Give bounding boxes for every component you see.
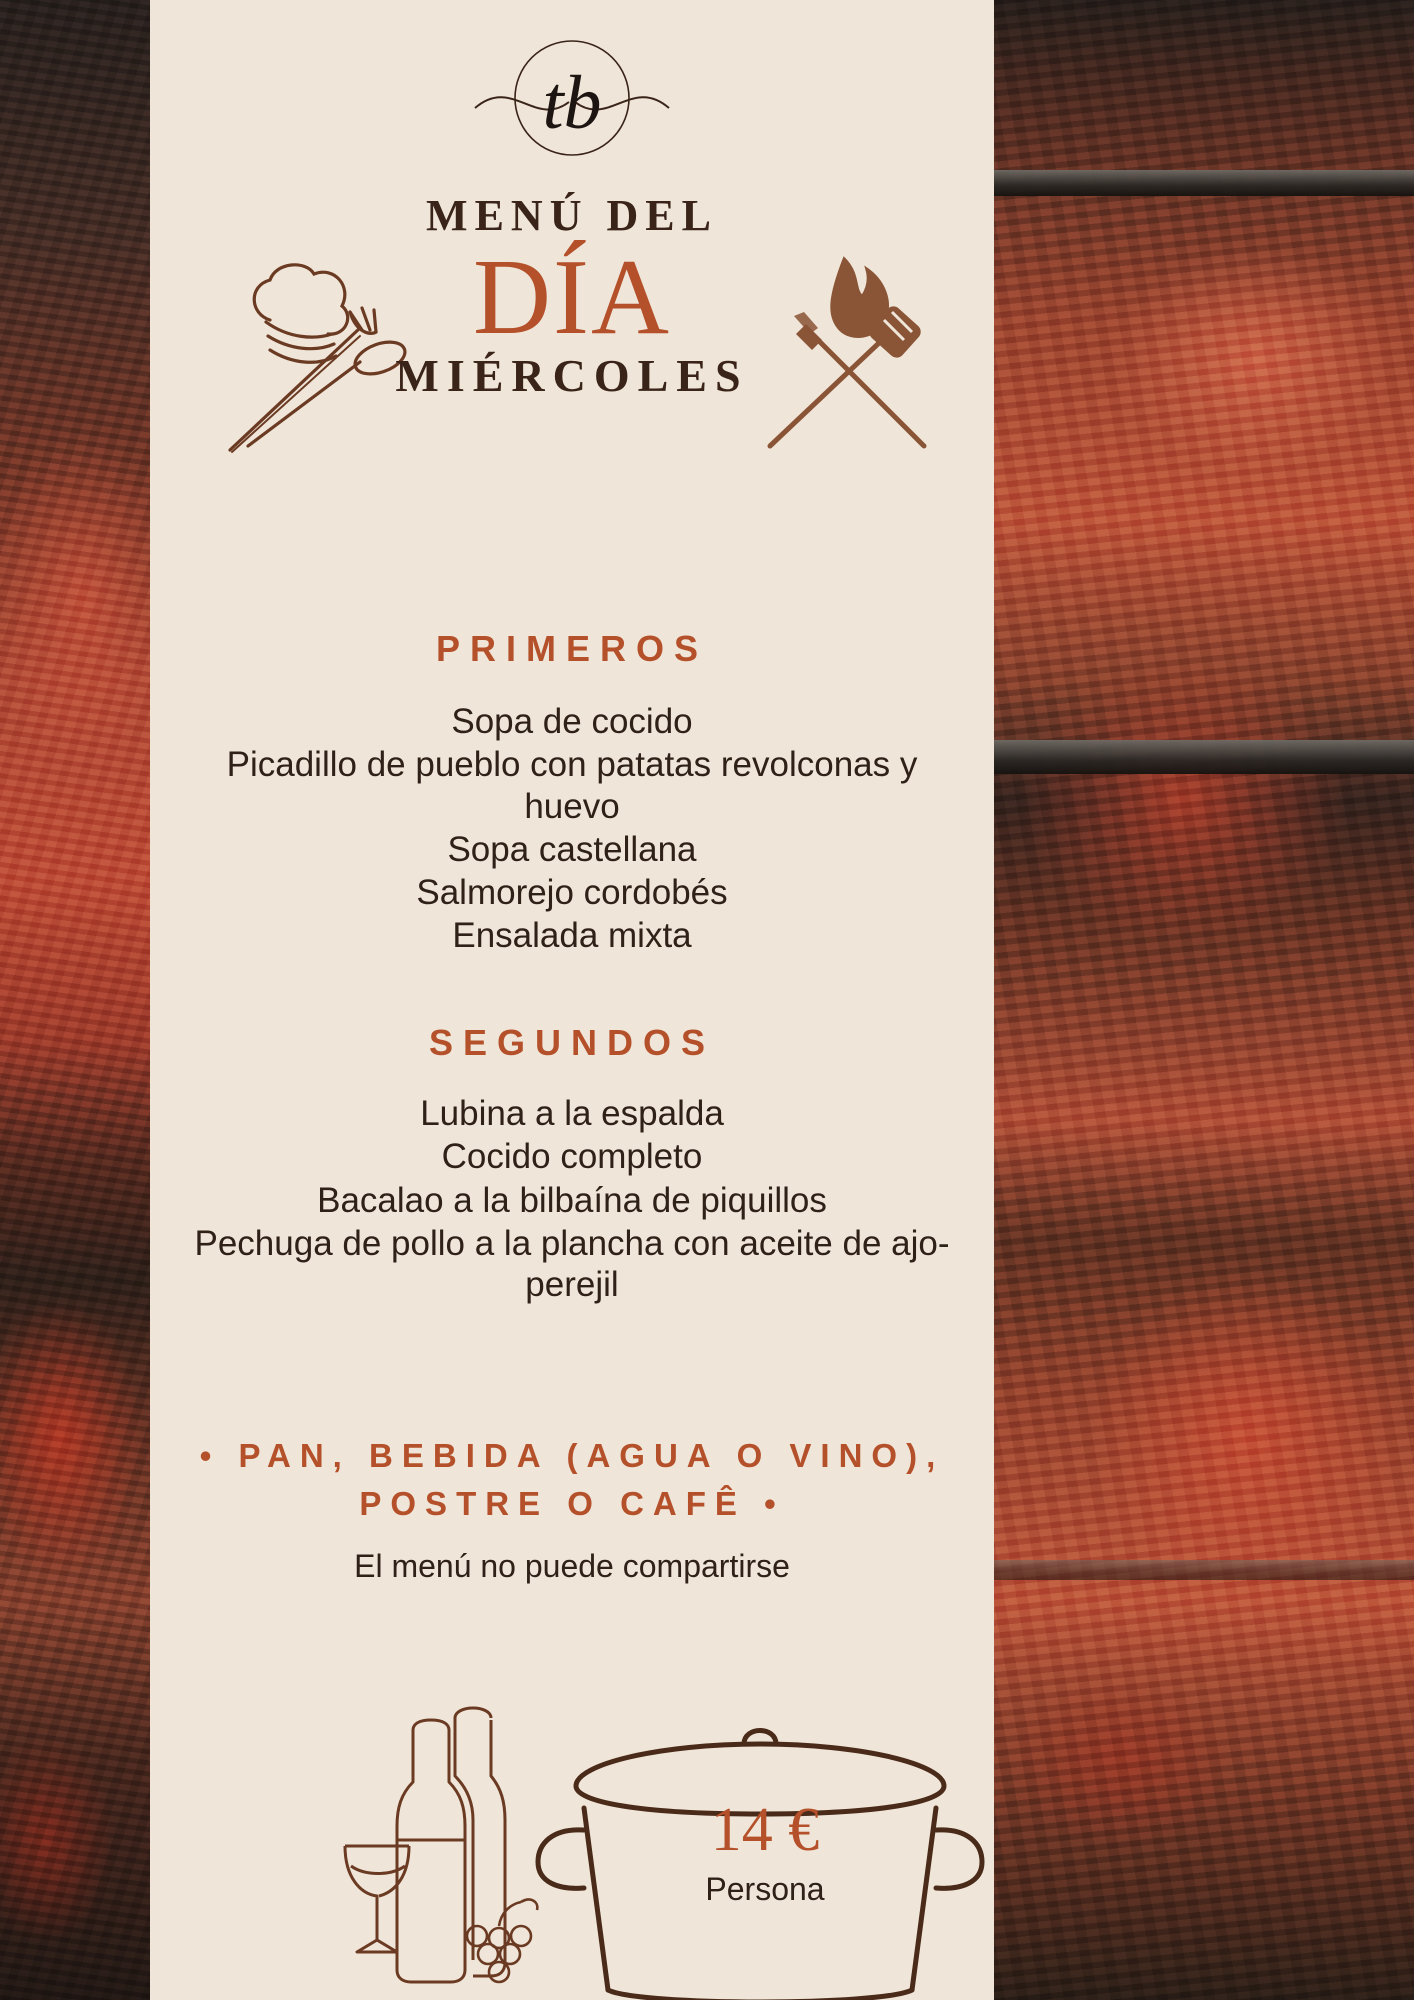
price-block xyxy=(640,1796,890,1908)
includes-line: • PAN, BEBIDA (AGUA O VINO), POSTRE O CAFÊ • xyxy=(199,1437,945,1522)
title-weekday: MIÉRCOLES xyxy=(395,350,749,402)
section-title-primeros: PRIMEROS xyxy=(435,628,709,669)
monogram-letters: tb xyxy=(542,61,602,145)
grilled-meat-image-left xyxy=(0,0,150,2000)
list-item: Cocido completo xyxy=(441,1137,703,1177)
background-photo-right xyxy=(994,0,1414,2000)
grill-tray-band xyxy=(994,740,1414,774)
title-line-dia: DÍA xyxy=(473,238,671,357)
list-item: Ensalada mixta xyxy=(452,916,692,956)
menu-card xyxy=(150,0,994,2000)
list-item: Sopa castellana xyxy=(447,829,697,869)
dish-list-segundos xyxy=(150,1092,994,1306)
background-photo-left xyxy=(0,0,150,2000)
grill-tray-band xyxy=(994,170,1414,196)
dish-list-primeros xyxy=(150,700,994,958)
list-item: Pechuga de pollo a la plancha con aceite de ajo-perejil xyxy=(194,1223,950,1305)
title-line-menu-del: MENÚ DEL xyxy=(426,191,718,240)
price-amount: 14 € xyxy=(710,1796,820,1864)
list-item: Bacalao a la bilbaína de piquillos xyxy=(317,1180,827,1220)
page-title xyxy=(150,190,994,402)
circle-monogram-icon xyxy=(457,36,687,166)
list-item: Lubina a la espalda xyxy=(420,1094,724,1133)
grilled-meat-image-right xyxy=(994,0,1414,2000)
section-title-segundos: SEGUNDOS xyxy=(428,1022,716,1063)
list-item: Salmorejo cordobés xyxy=(416,873,728,913)
sharing-note: El menú no puede compartirse xyxy=(354,1548,790,1584)
price-unit: Persona xyxy=(705,1871,825,1907)
list-item: Picadillo de pueblo con patatas revolconas y huevo xyxy=(226,745,918,826)
grill-tray-band xyxy=(994,1560,1414,1580)
list-item: Sopa de cocido xyxy=(451,702,693,741)
